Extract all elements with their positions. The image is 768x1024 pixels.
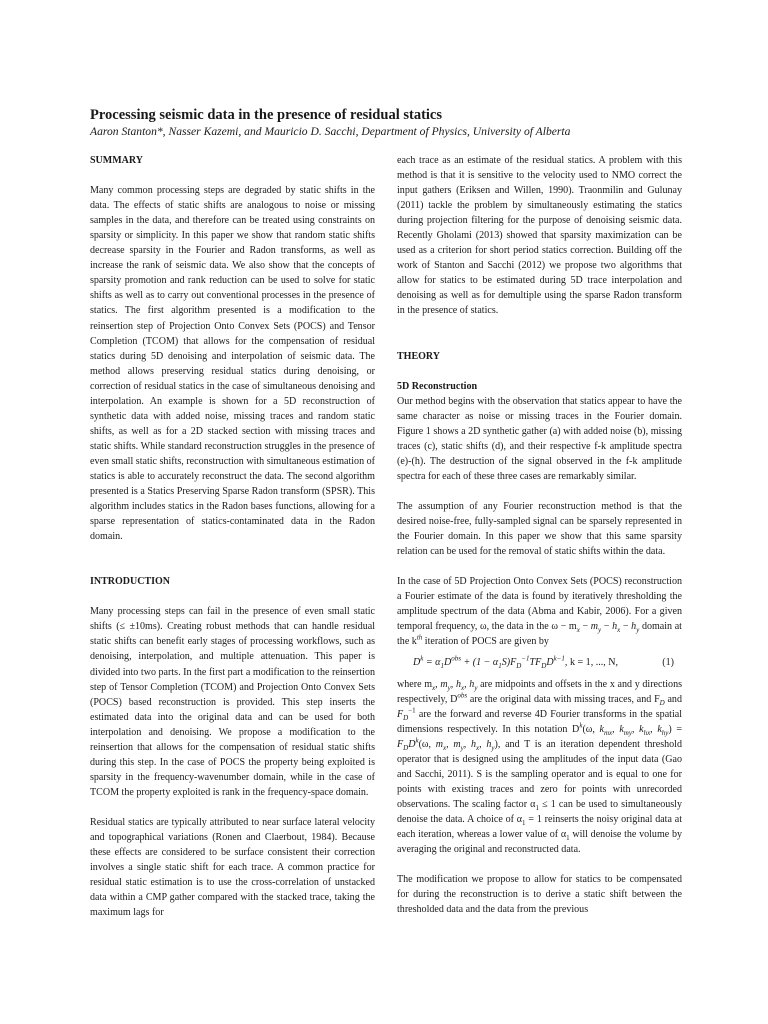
paper-title: Processing seismic data in the presence of residual statics	[90, 107, 443, 123]
summary-paragraph: Many common processing steps are degraded by static shifts in the data. The effects of static shifts are analogous to noise or missing samples in the data, and therefore can be treated using constraints on sparsity or simplicity. In this paper we show that random static shifts decrease sparsity in the Fourier and Radon transforms, as well as increase the rank of seismic data. We also show that the concepts of sparsity promotion and rank reduction can be used to solve for static shifts as well as to carry out conventional processes in the presence of statics. The first algorithm presented is a modification to the reinsertion step of Projection Onto Convex Sets (POCS) and Tensor Completion (TCOM) that allows for the compensation of residual statics during 5D denoising and interpolation of seismic data. The method allows preserving residual statics during denoising, or correction of residual statics in the case of simultaneous denoising and interpolation. An example is shown for a 5D reconstruction of synthetic data with added noise, missing traces and random static shifts, as well as for a 2D stacked section with missing traces and static shifts. While standard reconstruction struggles in the presence of even small static shifts, reconstruction with simultaneous estimation of statics is able to accurately reconstruct the data. The second algorithm presented is a Statics Preserving Sparse Radon transform (SPSR). This algorithm includes statics in the Radon bases functions, allowing for a sparse representation of statics-contaminated data in the Radon domain.	[90, 185, 375, 543]
continued-paragraph: each trace as an estimate of the residual statics. A problem with this method is that it is sensitive to the velocity used to NMO correct the input gathers (Eriksen and Willen, 1990). Traonmilin and Gulunay (2011) tackle the problem by simultaneously estimating the statics during projection filtering for the purpose of denoising seismic data. Recently Gholami (2013) showed that sparsity maximization can be used as a criterion for short period statics correction. Building off the work of Stanton and Sacchi (2012) we propose two algorithms that allow for statics to be estimated during 5D trace interpolation and denoising as well as for demultiple using the sparse Radon transform in the presence of statics.	[397, 155, 682, 317]
modification-paragraph: The modification we propose to allow for statics to be compensated for during the reconstruction is to derive a static shift between the thresholded data and the data from the previous	[397, 874, 682, 916]
introduction-paragraph-1: Many processing steps can fail in the presence of even small static shifts (≤ ±10ms). Creating robust methods that can handle residual static shifts can benefit early stages of processing workflows, such as denoising, interpolation, and multiple attenuation. This paper is divided into two parts. In the first part a modification to the reinsertion step of Tensor Completion (TCOM) and Projection Onto Convex Sets (POCS) based reconstruction is provided. This step inserts the estimated data into the original data and can be used for both interpolation and denoising. We propose a modification to the reinsertion that allows for the compensation of residual static shifts during this step. In the case of POCS the property being exploited is sparsity in the frequency-wavenumber domain, while in the case of TCOM the property exploited is rank in the frequency-space domain.	[90, 606, 375, 798]
reconstruction-paragraph-1: Our method begins with the observation that statics appear to have the same character as noise or missing traces in the Fourier domain. Figure 1 shows a 2D synthetic gather (a) with added noise (b), missing traces (c), static shifts (d), and their respective f-k amplitude spectra (e)-(h). The destruction of the signal observed in the f-k amplitude spectra for each of these three cases are remarkably similar.	[397, 395, 682, 482]
paper-authors: Aaron Stanton*, Nasser Kazemi, and Mauricio D. Sacchi, Department of Physics, University of Alberta	[90, 125, 571, 138]
theory-heading: THEORY	[397, 350, 440, 362]
reconstruction-subheading: 5D Reconstruction	[397, 380, 478, 392]
reconstruction-paragraph-2: The assumption of any Fourier reconstruction method is that the desired noise-free, fully-sampled signal can be sparsely represented in the Fourier domain. In this paper we show that this same sparsity relation can be used for the removal of static shifts within the data.	[397, 500, 682, 558]
right-column	[397, 153, 682, 917]
introduction-paragraph-2: Residual statics are typically attributed to near surface lateral velocity and topographical variations (Ronen and Claerbout, 1984). Because these effects are considered to be surface consistent their correction involves a single static shift for each trace. A common practice for residual static estimation is to use the cross-correlation of unstacked data within a CMP gather compared with the stacked trace, taking the maximum lags for	[90, 816, 375, 919]
equation-1: $D^k = \alpha_1D^{obs} + (1 - \alpha_1S)F_D^{-1}TF_DD^{k-1}$, k = 1, ..., N, (1)	[413, 655, 674, 671]
introduction-heading: INTRODUCTION	[90, 576, 171, 588]
left-column	[90, 153, 375, 920]
summary-heading: SUMMARY	[90, 155, 143, 166]
pocs-paragraph: In the case of 5D Projection Onto Convex Sets (POCS) reconstruction a Fourier estimate of the data is found by iteratively thresholding the amplitude spectrum of the data (Abma and Kabir, 2006). For a given temporal frequency, ω, the data in the $\omega - m_x - m_y - h_x - h_y$ domain at the $k^{th}$ iteration of POCS are given by	[397, 576, 682, 648]
equation-number: (1)	[662, 657, 674, 669]
where-paragraph: where $m_x$, $m_y$, $h_x$, $h_y$ are midpoints and offsets in the x and y directions respectively, $D^{obs}$ are the original data with missing traces, and $F_D$ and $F_D^{-1}$ are the forward and reverse 4D Fourier transforms in the spatial dimensions respectively. In this notation $D^k(\omega$, $k_{mx}$, $k_{my}$, $k_{hx}$, $k_{hy}) = F_DD^k(\omega$, $m_x$, $m_y$, $h_x$, $h_y$), and T is an iteration dependent threshold operator that is designed using the amplitudes of the input data (Gao and Sacchi, 2011). S is the sampling operator and is equal to one for points with existing traces and zero for points with unrecorded observations. The scaling factor $\alpha_1 \le 1$ can be used to simultaneously denoise the data. A choice of $\alpha_1 = 1$ reinserts the noisy original data at each iteration, whereas a lower value of $\alpha_1$ will denoise the volume by averaging the original and reconstructed data.	[397, 678, 683, 856]
